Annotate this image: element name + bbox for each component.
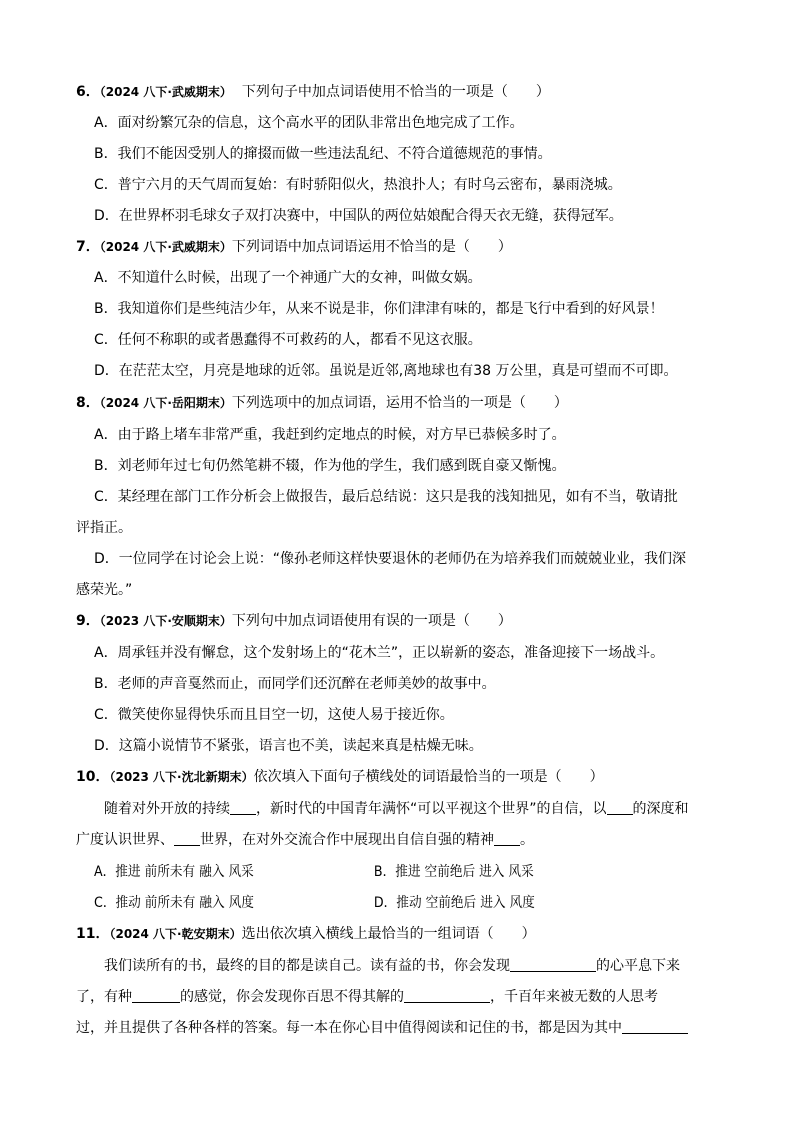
options-row-1	[94, 863, 726, 881]
passage-line-2: 广度认识世界、 世界，在对外交流合作中展现出自信自强的精神 。	[76, 832, 534, 848]
question-stem: 下列词语中加点词语运用不恰当的是（ ）	[231, 239, 512, 255]
question-source: （2024 八下·武威期末）	[99, 85, 232, 99]
question-number: 10	[76, 769, 96, 785]
question-11-header: 11．（2024 八下·乾安期末）选出依次填入横线上最恰当的一组词语（ ）	[76, 926, 536, 942]
question-number: 7	[76, 239, 86, 255]
option-b: B．我们不能因受别人的撺掇而做一些违法乱纪、不符合道德规范的事情。	[94, 146, 552, 162]
fill-blank	[622, 1019, 688, 1034]
option-b: B．刘老师年过七旬仍然笔耕不辍，作为他的学生，我们感到既自豪又惭愧。	[94, 458, 566, 474]
option-a: A．由于路上堵车非常严重，我赶到约定地点的时候，对方早已恭候多时了。	[94, 427, 566, 443]
question-number: 11	[76, 926, 96, 942]
fill-blank	[174, 831, 200, 846]
option-b: B．老师的声音戛然而止，而同学们还沉醉在老师美妙的故事中。	[94, 676, 496, 692]
question-stem: 下列选项中的加点词语，运用不恰当的一项是（ ）	[231, 395, 568, 411]
question-number: 6	[76, 84, 86, 100]
fill-blank	[132, 988, 180, 1003]
fill-blank	[230, 800, 256, 815]
question-10-header: 10．（2023 八下·沈北新期末）依次填入下面句子横线处的词语最恰当的一项是（ ）	[76, 769, 604, 785]
option-d: D．这篇小说情节不紧张，语言也不美，读起来真是枯燥无味。	[94, 738, 483, 754]
option-c: C．任何不称职的或者愚蠢得不可救药的人，都看不见这衣服。	[94, 332, 482, 348]
option-d: D．推动 空前绝后 进入 风度	[373, 895, 535, 911]
question-stem: 下列句中加点词语使用有误的一项是（ ）	[231, 613, 512, 629]
question-source: （2023 八下·沈北新期末）	[109, 770, 254, 784]
passage-line-1: 我们读所有的书，最终的目的都是读自己。读有益的书，你会发现 的心平息下来	[104, 958, 680, 974]
passage-line-3: 过，并且提供了各种各样的答案。每一本在你心目中值得阅读和记住的书，都是因为其中	[76, 1019, 688, 1037]
question-source: （2024 八下·乾安期末）	[109, 927, 242, 941]
option-a: A．推进 前所未有 融入 风采	[94, 864, 254, 880]
fill-blank	[494, 831, 520, 846]
fill-blank	[510, 957, 596, 972]
question-stem: 下列句子中加点词语使用不恰当的一项是（ ）	[241, 84, 550, 100]
question-source: （2024 八下·岳阳期末）	[99, 396, 232, 410]
option-a: A．周承钰并没有懈怠，这个发射场上的“花木兰”，正以崭新的姿态，准备迎接下一场战斗。	[94, 645, 665, 661]
option-d: D．在茫茫太空，月亮是地球的近邻。虽说是近邻,离地球也有38 万公里，真是可望而不可即。	[94, 363, 678, 379]
options-row-2	[94, 894, 726, 912]
option-d: D．一位同学在讨论会上说：“像孙老师这样快要退休的老师仍在为培养我们而兢兢业业，我们深	[94, 551, 687, 567]
question-9-header: 9．（2023 八下·安顺期末）下列句中加点词语使用有误的一项是（ ）	[76, 613, 512, 629]
question-number: 8	[76, 395, 86, 411]
question-stem: 依次填入下面句子横线处的词语最恰当的一项是（ ）	[253, 769, 604, 785]
option-d-continued: 感荣光。”	[76, 582, 133, 598]
question-6-header: 6．（2024 八下·武威期末） 下列句子中加点词语使用不恰当的一项是（ ）	[76, 84, 550, 100]
question-number: 9	[76, 613, 86, 629]
option-c: C．普宁六月的天气周而复始：有时骄阳似火，热浪扑人；有时乌云密布，暴雨浇城。	[94, 177, 622, 193]
passage-line-1: 随着对外开放的持续 ，新时代的中国青年满怀“可以平视这个世界”的自信，以 的深度和	[104, 801, 689, 817]
question-stem: 选出依次填入横线上最恰当的一组词语（ ）	[241, 926, 536, 942]
question-source: （2024 八下·武威期末）	[99, 240, 232, 254]
option-c: C．推动 前所未有 融入 风度	[94, 895, 254, 911]
option-d: D．在世界杯羽毛球女子双打决赛中，中国队的两位姑娘配合得天衣无缝，获得冠军。	[94, 208, 623, 224]
option-b: B．推进 空前绝后 进入 风采	[373, 864, 534, 880]
question-8-header: 8．（2024 八下·岳阳期末）下列选项中的加点词语，运用不恰当的一项是（ ）	[76, 395, 568, 411]
option-c-continued: 评指正。	[76, 520, 132, 536]
fill-blank	[607, 800, 633, 815]
option-c: C．微笑使你显得快乐而且目空一切，这使人易于接近你。	[94, 707, 454, 723]
option-a: A．不知道什么时候，出现了一个神通广大的女神，叫做女娲。	[94, 270, 482, 286]
fill-blank	[404, 988, 490, 1003]
question-source: （2023 八下·安顺期末）	[99, 614, 232, 628]
option-a: A．面对纷繁冗杂的信息，这个高水平的团队非常出色地完成了工作。	[94, 115, 524, 131]
option-c: C．某经理在部门工作分析会上做报告，最后总结说：这只是我的浅知拙见，如有不当，敬请批	[94, 489, 678, 505]
question-7-header: 7．（2024 八下·武威期末）下列词语中加点词语运用不恰当的是（ ）	[76, 239, 512, 255]
passage-line-2: 了，有种 的感觉，你会发现你百思不得其解的 ，千百年来被无数的人思考	[76, 989, 658, 1005]
option-b: B．我知道你们是些纯洁少年，从来不说是非，你们津津有味的，都是飞行中看到的好风景！	[94, 301, 664, 317]
